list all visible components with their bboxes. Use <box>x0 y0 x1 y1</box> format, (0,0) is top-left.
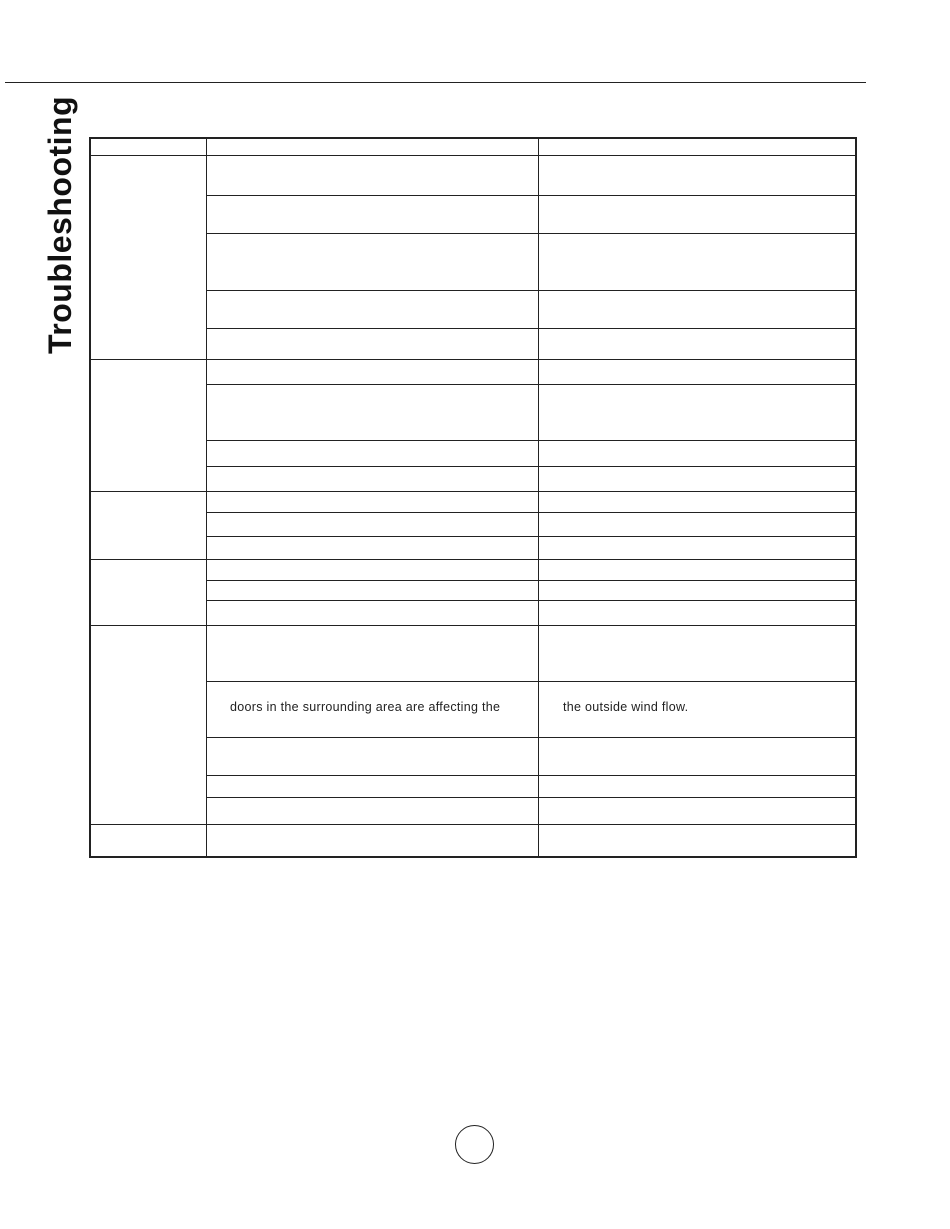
header-rule <box>5 82 866 83</box>
solution-cell-text: the outside wind flow. <box>563 700 689 714</box>
row-divider <box>206 512 856 513</box>
group-divider <box>90 491 856 492</box>
group-divider <box>90 824 856 825</box>
page-number-circle <box>455 1125 494 1164</box>
group-divider <box>90 359 856 360</box>
row-divider <box>206 580 856 581</box>
row-divider <box>206 195 856 196</box>
header-row-divider <box>90 155 856 156</box>
column-divider <box>206 138 207 857</box>
table-border <box>89 137 857 858</box>
row-divider <box>206 384 856 385</box>
cause-cell-text: doors in the surrounding area are affecting the <box>230 700 501 714</box>
row-divider <box>206 775 856 776</box>
row-divider <box>206 290 856 291</box>
row-divider <box>206 440 856 441</box>
column-divider <box>538 138 539 857</box>
row-divider <box>206 328 856 329</box>
row-divider <box>206 233 856 234</box>
group-divider <box>90 625 856 626</box>
section-title: Troubleshooting <box>42 95 78 354</box>
row-divider <box>206 536 856 537</box>
row-divider <box>206 466 856 467</box>
row-divider <box>206 681 856 682</box>
group-divider <box>90 559 856 560</box>
row-divider <box>206 797 856 798</box>
row-divider <box>206 737 856 738</box>
row-divider <box>206 600 856 601</box>
